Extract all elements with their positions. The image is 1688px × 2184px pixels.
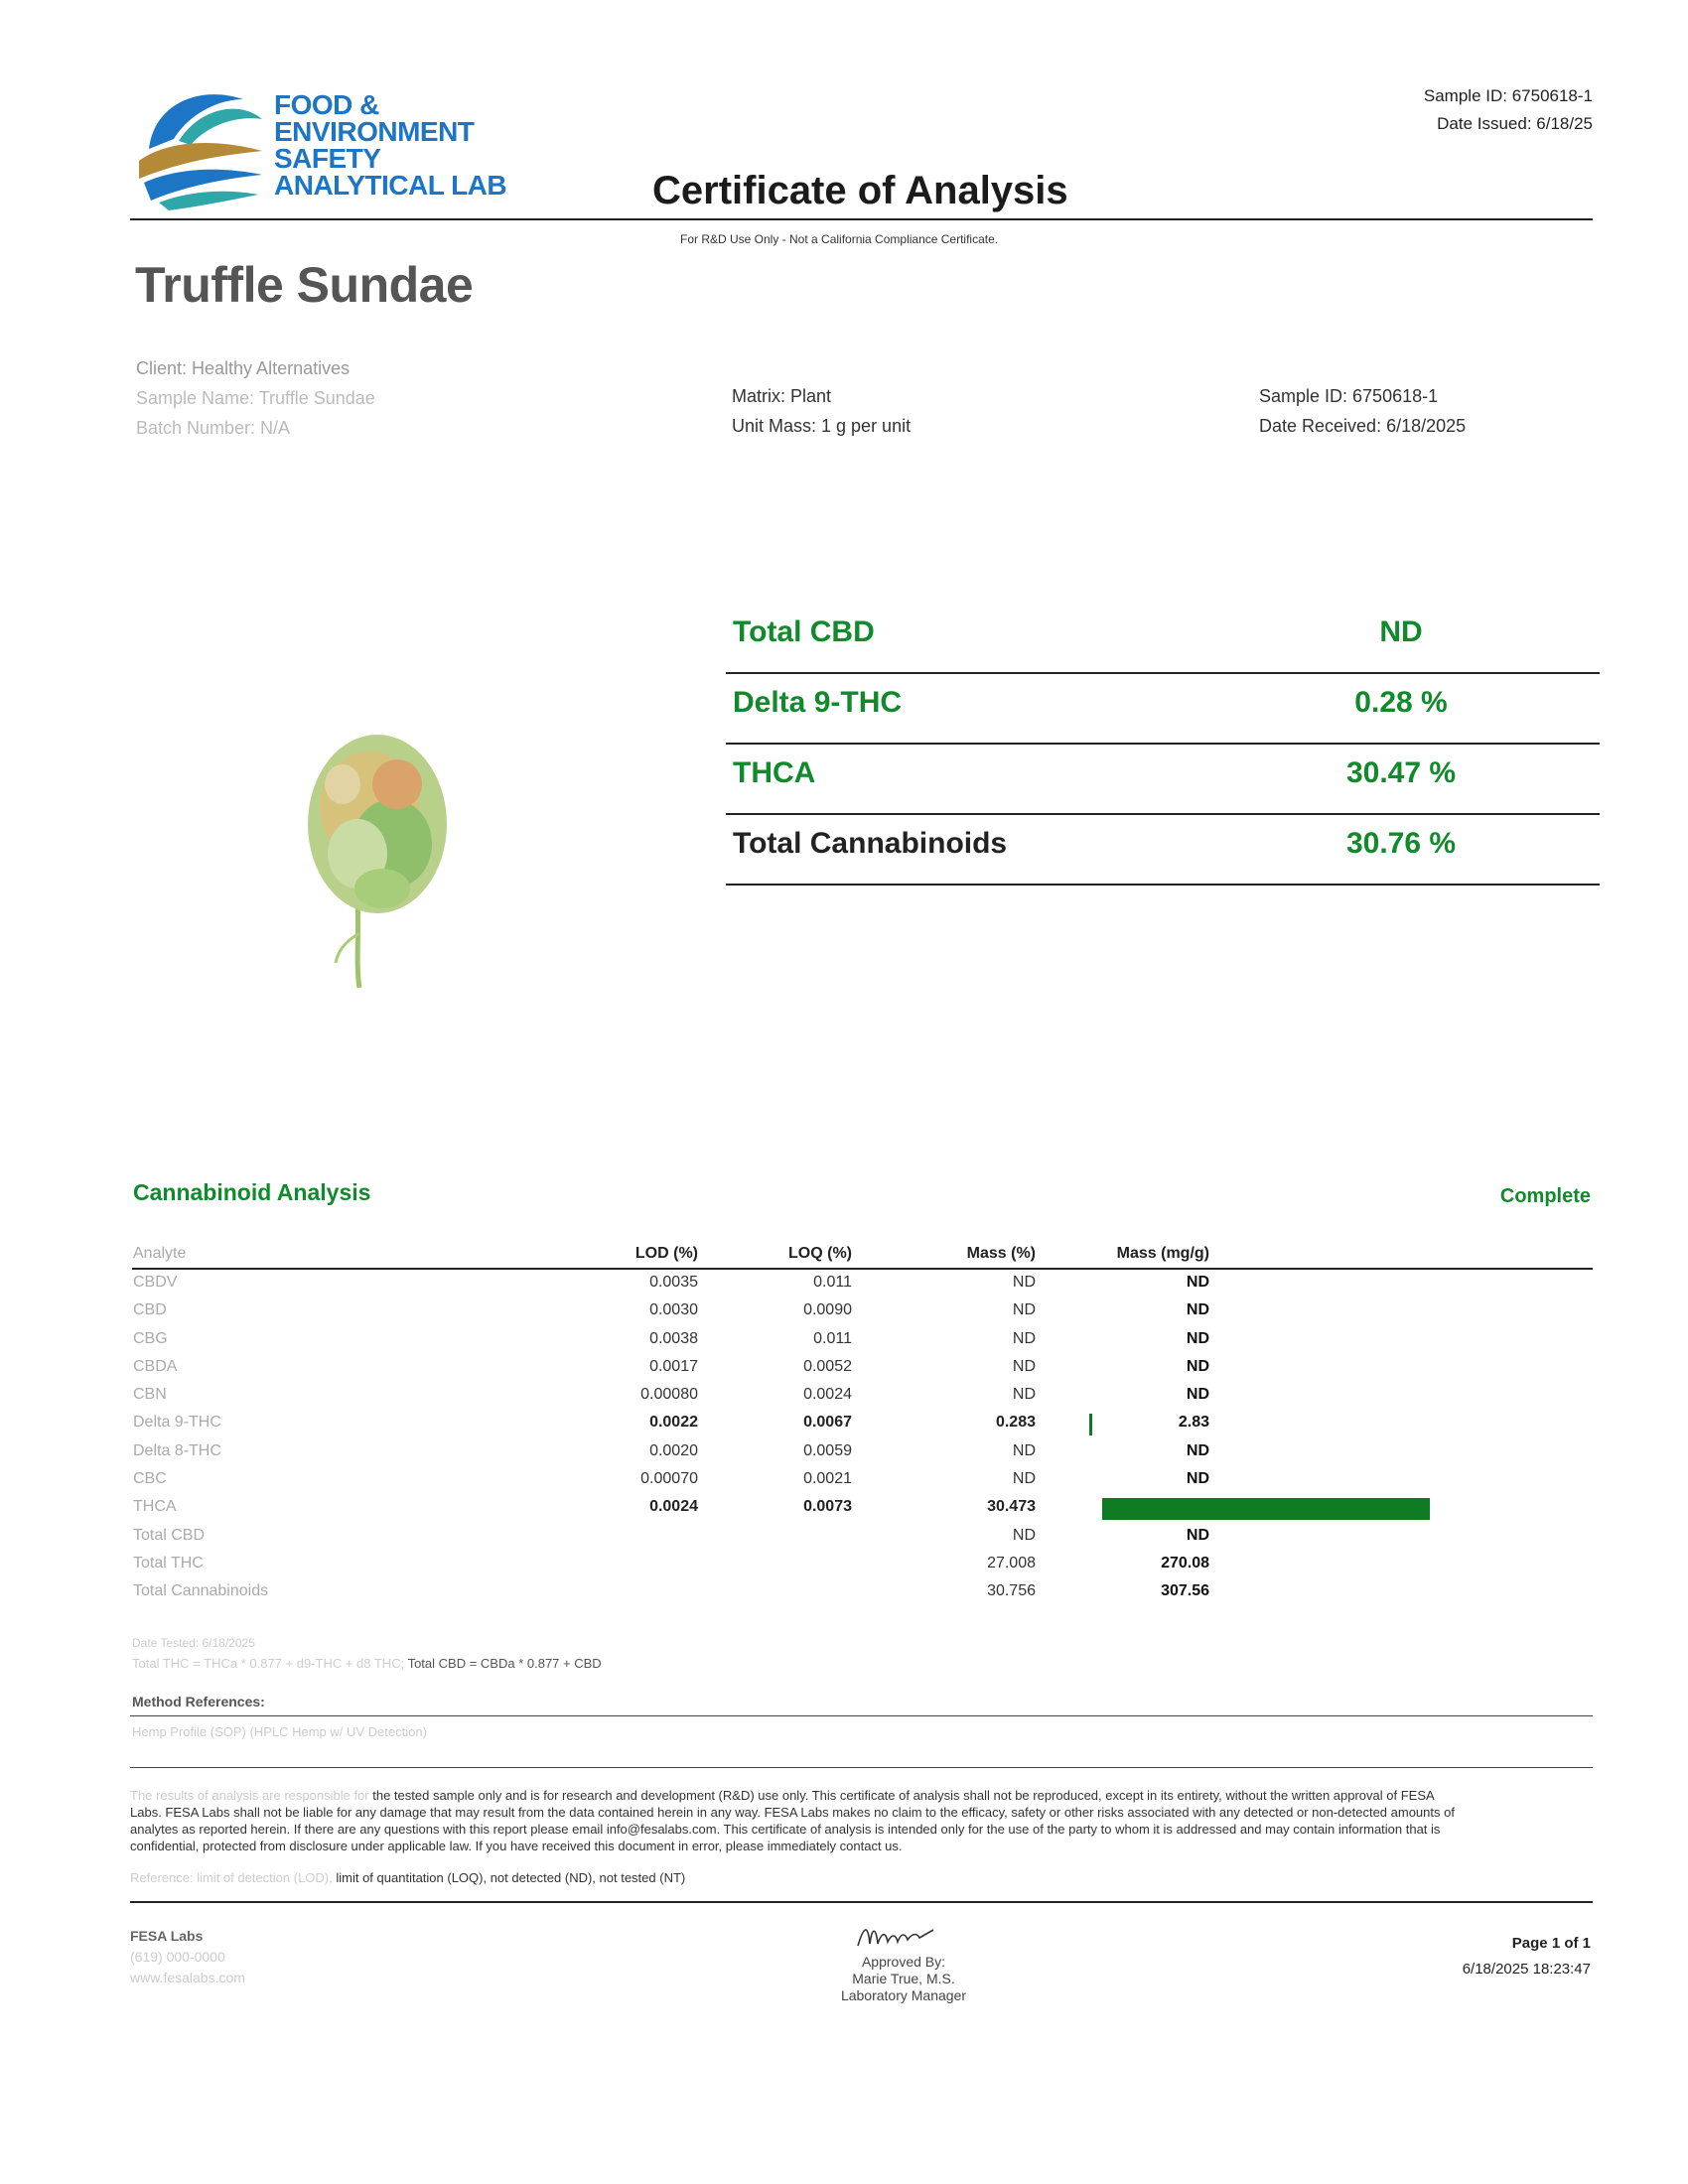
table-row (132, 1326, 1593, 1354)
reference-faded: Reference: limit of detection (LOD), (130, 1870, 333, 1885)
mg-cell: 2.83 (1178, 1414, 1209, 1432)
lod-cell: 0.0035 (649, 1274, 698, 1291)
lab-logo-icon (129, 79, 264, 210)
header-sample-info (1424, 82, 1593, 138)
header-divider (130, 218, 1593, 220)
loq-cell: 0.0024 (803, 1386, 852, 1404)
mg-cell: ND (1186, 1274, 1209, 1291)
summary-row (726, 815, 1600, 886)
mass-bar (1102, 1498, 1430, 1520)
section-title: Cannabinoid Analysis (133, 1179, 371, 1205)
header-sample-id: Sample ID: 6750618-1 (1423, 86, 1593, 105)
summary-row (726, 604, 1600, 674)
table-header (132, 1241, 1593, 1270)
product-name: Truffle Sundae (135, 257, 474, 313)
col-header-analyte: Analyte (133, 1245, 187, 1262)
lab-contact (130, 1926, 245, 1988)
col-header-mg: Mass (mg/g) (1116, 1245, 1209, 1262)
matrix-block (732, 381, 911, 441)
summary-value: 0.28 % (1354, 686, 1448, 719)
mass-cell: ND (1012, 1386, 1036, 1404)
date-received: Date Received: 6/18/2025 (1259, 416, 1467, 436)
loq-cell: 0.011 (813, 1329, 852, 1347)
mass-cell: ND (1012, 1301, 1036, 1319)
summary-label: Delta 9-THC (733, 686, 903, 719)
mass-cell: ND (1012, 1526, 1036, 1544)
lod-cell: 0.0038 (649, 1329, 698, 1347)
analyte-cell: CBC (133, 1470, 167, 1488)
summary-row (726, 674, 1600, 745)
mass-cell: 30.473 (987, 1498, 1036, 1516)
mass-cell: ND (1012, 1470, 1036, 1488)
lab-short-name: FESA Labs (130, 1928, 204, 1944)
mass-cell: ND (1012, 1329, 1036, 1347)
disclaimer (130, 1787, 1590, 1854)
analyte-cell: Total CBD (133, 1526, 206, 1544)
summary-label: THCA (733, 756, 816, 789)
disclaimer-divider (130, 1767, 1593, 1768)
analyte-cell: Total THC (133, 1554, 204, 1571)
matrix: Matrix: Plant (732, 386, 832, 406)
disclaimer-line: the tested sample only and is for research and development (R&D) use only. This certificate of analysis shall not be reproduced, except in its entirety, without the written approval of FESA (368, 1788, 1435, 1803)
lab-name-line: FOOD & (274, 89, 379, 120)
analyte-cell: CBG (133, 1329, 168, 1347)
lab-name (274, 91, 506, 199)
method-divider (130, 1715, 1593, 1716)
lab-website: www.fesalabs.com (130, 1970, 245, 1985)
summary-row (726, 745, 1600, 815)
table-row (132, 1551, 1593, 1578)
mass-cell: ND (1012, 1357, 1036, 1375)
summary-label: Total Cannabinoids (733, 827, 1008, 860)
lod-cell: 0.0017 (649, 1357, 698, 1375)
summary-value: 30.47 % (1345, 756, 1457, 789)
loq-cell: 0.0052 (803, 1357, 852, 1375)
analyte-cell: CBDA (133, 1357, 178, 1375)
analyte-cell: CBD (133, 1301, 167, 1319)
approval-block (774, 1954, 1033, 2004)
formula-text: Total CBD = CBDa * 0.877 + CBD (404, 1656, 602, 1671)
lod-cell: 0.00070 (640, 1470, 698, 1488)
table-row (132, 1297, 1593, 1325)
table-row (132, 1354, 1593, 1382)
sample-block (1259, 381, 1466, 441)
mg-cell: ND (1186, 1301, 1209, 1319)
loq-cell: 0.0073 (803, 1498, 852, 1516)
summary-results (726, 604, 1600, 886)
mg-cell: ND (1186, 1526, 1209, 1544)
disclaimer-line: Labs. FESA Labs shall not be liable for any damage that may result from the data contained herein in any way. FESA Labs makes no claim to the efficacy, safety or other risks associated with any detected or non-detected amounts of (130, 1805, 1455, 1820)
formula-note (132, 1656, 602, 1671)
batch-number: Batch Number: N/A (136, 418, 291, 438)
col-header-loq: LOQ (%) (788, 1245, 852, 1262)
mg-cell: ND (1186, 1357, 1209, 1375)
table-row (132, 1382, 1593, 1410)
reference-text: limit of quantitation (LOQ), not detected (ND), not tested (NT) (332, 1870, 686, 1885)
cannabinoid-table (132, 1241, 1593, 1607)
disclaimer-faded: The results of analysis are responsible for (130, 1788, 369, 1803)
summary-value: ND (1379, 615, 1423, 648)
mass-bar (1089, 1414, 1092, 1435)
sample-name: Sample Name: Truffle Sundae (136, 388, 375, 408)
page-title: Certificate of Analysis (652, 169, 1068, 212)
mass-cell: ND (1012, 1441, 1036, 1459)
mg-cell: ND (1186, 1441, 1209, 1459)
loq-cell: 0.0067 (803, 1414, 852, 1432)
mg-cell: ND (1186, 1470, 1209, 1488)
lab-name-line: SAFETY (274, 143, 381, 174)
date-tested: Date Tested: 6/18/2025 (132, 1636, 255, 1650)
analyte-cell: THCA (133, 1498, 177, 1516)
mg-cell: 270.08 (1161, 1554, 1209, 1571)
mass-cell: 30.756 (987, 1582, 1036, 1600)
summary-value: 30.76 % (1345, 827, 1457, 860)
table-row (132, 1410, 1593, 1437)
mass-cell: ND (1012, 1274, 1036, 1291)
unit-mass: Unit Mass: 1 g per unit (732, 416, 912, 436)
summary-label: Total CBD (733, 615, 875, 648)
loq-cell: 0.011 (813, 1274, 852, 1291)
approver-name: Marie True, M.S. (852, 1971, 955, 1986)
loq-cell: 0.0090 (803, 1301, 852, 1319)
col-header-mass: Mass (%) (966, 1245, 1036, 1262)
lod-cell: 0.0030 (649, 1301, 698, 1319)
status-badge: Complete (1499, 1185, 1591, 1207)
table-row (132, 1523, 1593, 1551)
table-row (132, 1270, 1593, 1297)
loq-cell: 0.0021 (803, 1470, 852, 1488)
analyte-cell: Total Cannabinoids (133, 1582, 269, 1600)
analyte-cell: CBN (133, 1386, 167, 1404)
lod-cell: 0.0022 (649, 1414, 698, 1432)
loq-cell: 0.0059 (803, 1441, 852, 1459)
approver-title: Laboratory Manager (840, 1987, 967, 2003)
table-row (132, 1466, 1593, 1494)
mass-cell: 0.283 (995, 1414, 1036, 1432)
report-timestamp: 6/18/2025 18:23:47 (1462, 1961, 1591, 1978)
sample-id: Sample ID: 6750618-1 (1259, 386, 1439, 406)
mass-cell: 27.008 (987, 1554, 1036, 1571)
analyte-cell: Delta 9-THC (133, 1414, 221, 1432)
method-text: Hemp Profile (SOP) (HPLC Hemp w/ UV Detection) (132, 1724, 427, 1739)
table-row (132, 1494, 1593, 1522)
signature-text: Marie (876, 1948, 879, 1949)
lod-cell: 0.0024 (649, 1498, 698, 1516)
disclaimer-line: analytes as reported herein. If there are any questions with this report please email info@fesalabs.com. This certificate of analysis is intended only for the use of the party to whom it is addressed and may contain information that is (130, 1822, 1441, 1837)
col-header-lod: LOD (%) (634, 1245, 698, 1262)
disclaimer-line: confidential, protected from disclosure under applicable law. If you have received this document in error, please immediately contact us. (130, 1839, 903, 1853)
header-date-issued: Date Issued: 6/18/25 (1437, 114, 1593, 133)
lod-cell: 0.0020 (649, 1441, 698, 1459)
analyte-cell: CBDV (133, 1274, 178, 1291)
mg-cell: ND (1186, 1329, 1209, 1347)
page-info (1463, 1931, 1591, 1982)
lab-name-line: ANALYTICAL LAB (274, 170, 507, 201)
approved-by-label: Approved By: (861, 1954, 946, 1970)
rd-note: For R&D Use Only - Not a California Compliance Certificate. (680, 232, 999, 246)
table-body (132, 1270, 1593, 1607)
analyte-cell: Delta 8-THC (133, 1441, 221, 1459)
signature-image (856, 1918, 935, 1952)
reference-note (130, 1870, 685, 1885)
formula-faded: Total THC = THCa * 0.877 + d9-THC + d8 THC; (132, 1656, 405, 1671)
table-row (132, 1438, 1593, 1466)
client-block (136, 353, 375, 443)
page-number: Page 1 of 1 (1511, 1935, 1591, 1952)
mg-cell: ND (1186, 1386, 1209, 1404)
lab-phone: (619) 000-0000 (130, 1949, 225, 1965)
mg-cell: 307.56 (1161, 1582, 1209, 1600)
lab-name-line: ENVIRONMENT (274, 116, 475, 147)
table-row (132, 1578, 1593, 1606)
footer-divider (130, 1901, 1593, 1903)
lod-cell: 0.00080 (640, 1386, 698, 1404)
cannabis-bud-image (298, 715, 467, 993)
method-heading: Method References: (132, 1694, 265, 1709)
client-name: Client: Healthy Alternatives (136, 358, 351, 378)
